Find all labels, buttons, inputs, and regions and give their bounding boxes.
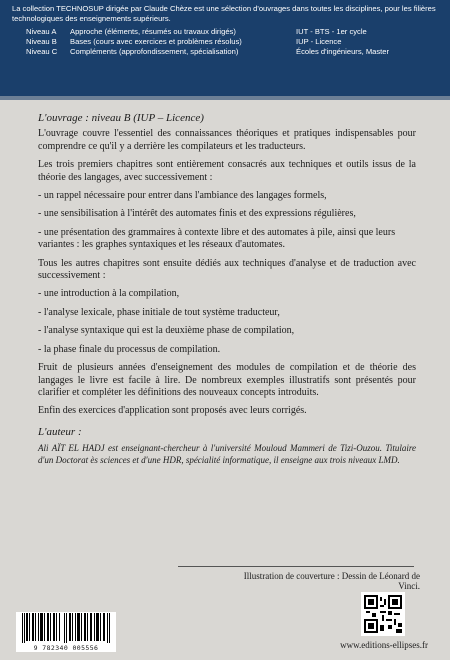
level-description: Bases (cours avec exercices et problèmes résolus) (70, 37, 242, 46)
ouvrage-paragraph: Les trois premiers chapitres sont entièrement consacrés aux techniques et outils issus de la théorie des langages, avec successivement : (38, 159, 416, 183)
list-item: - l'analyse syntaxique qui est la deuxième phase de compilation, (38, 325, 295, 337)
level-row (12, 37, 440, 47)
collection-header (0, 0, 450, 96)
level-description: Approche (éléments, résumés ou travaux dirigés) (70, 27, 236, 36)
ouvrage-paragraph: Enfin des exercices d'application sont proposés avec leurs corrigés. (38, 405, 307, 417)
ouvrage-paragraph: L'ouvrage couvre l'essentiel des connaissances théoriques et pratiques indispensables pour comprendre ce qu'il y a derrière les compilateurs et les traducteurs. (38, 128, 416, 152)
level-row (12, 27, 440, 37)
isbn-barcode (16, 612, 116, 652)
illustration-rule (178, 566, 414, 567)
level-target: IUP - Licence (296, 37, 342, 46)
auteur-heading: L'auteur : (38, 425, 82, 438)
levels-table (12, 27, 440, 57)
level-row (12, 47, 440, 57)
level-target: IUT - BTS - 1er cycle (296, 27, 367, 36)
level-name: Niveau A (26, 27, 57, 36)
publisher-website[interactable]: www.editions-ellipses.fr (340, 640, 428, 650)
list-item: - l'analyse lexicale, phase initiale de tout système traducteur, (38, 306, 280, 318)
isbn-number: 9 782340 005556 (16, 644, 116, 652)
level-target: Écoles d'ingénieurs, Master (296, 47, 390, 56)
ouvrage-paragraph: Fruit de plusieurs années d'enseignement des modules de compilation et de théorie des langages le livre est facile à lire. De nombreux exemples illustratifs sont présentés pour clarifier et compléter les définitions des nouveaux concepts introduits. (38, 362, 416, 398)
list-item: - la phase finale du processus de compilation. (38, 343, 221, 355)
ouvrage-paragraph: Tous les autres chapitres sont ensuite dédiés aux techniques d'analyse et de traduction avec successivement : (38, 257, 416, 282)
list-item: - une sensibilisation à l'intérêt des automates finis et des expressions régulières, (38, 208, 356, 220)
auteur-bio: Ali AÏT EL HADJ est enseignant-chercheur à l'université Mouloud Mammeri de Tizi-Ouzou. Titulaire d'un Doctorat ès sciences et d'une HDR, spécialité informatique, il enseigne aux trois niveaux LMD. (38, 443, 416, 466)
list-item: - une présentation des grammaires à contexte libre et des automates à pile, ainsi que leurs variantes : les graphes syntaxiques et les réseaux d'automates. (38, 226, 396, 251)
list-item: - un rappel nécessaire pour entrer dans l'ambiance des langages formels, (38, 190, 327, 202)
qr-code-icon (361, 592, 405, 636)
collection-intro: La collection TECHNOSUP dirigée par Claude Chèze est une sélection d'ouvrages dans toutes les disciplines, pour les filières technologiques des enseignements supérieurs. (12, 4, 436, 23)
level-name: Niveau C (26, 47, 58, 56)
back-cover-text (38, 112, 416, 472)
header-divider (0, 96, 450, 100)
ouvrage-heading: L'ouvrage : niveau B (IUP – Licence) (38, 112, 204, 124)
illustration-credit: Illustration de couverture : Dessin de Léonard de Vinci. (243, 571, 420, 591)
barcode-icon (16, 612, 116, 644)
list-item: - une introduction à la compilation, (38, 288, 180, 300)
level-name: Niveau B (26, 37, 57, 46)
level-description: Compléments (approfondissement, spécialisation) (70, 47, 239, 56)
